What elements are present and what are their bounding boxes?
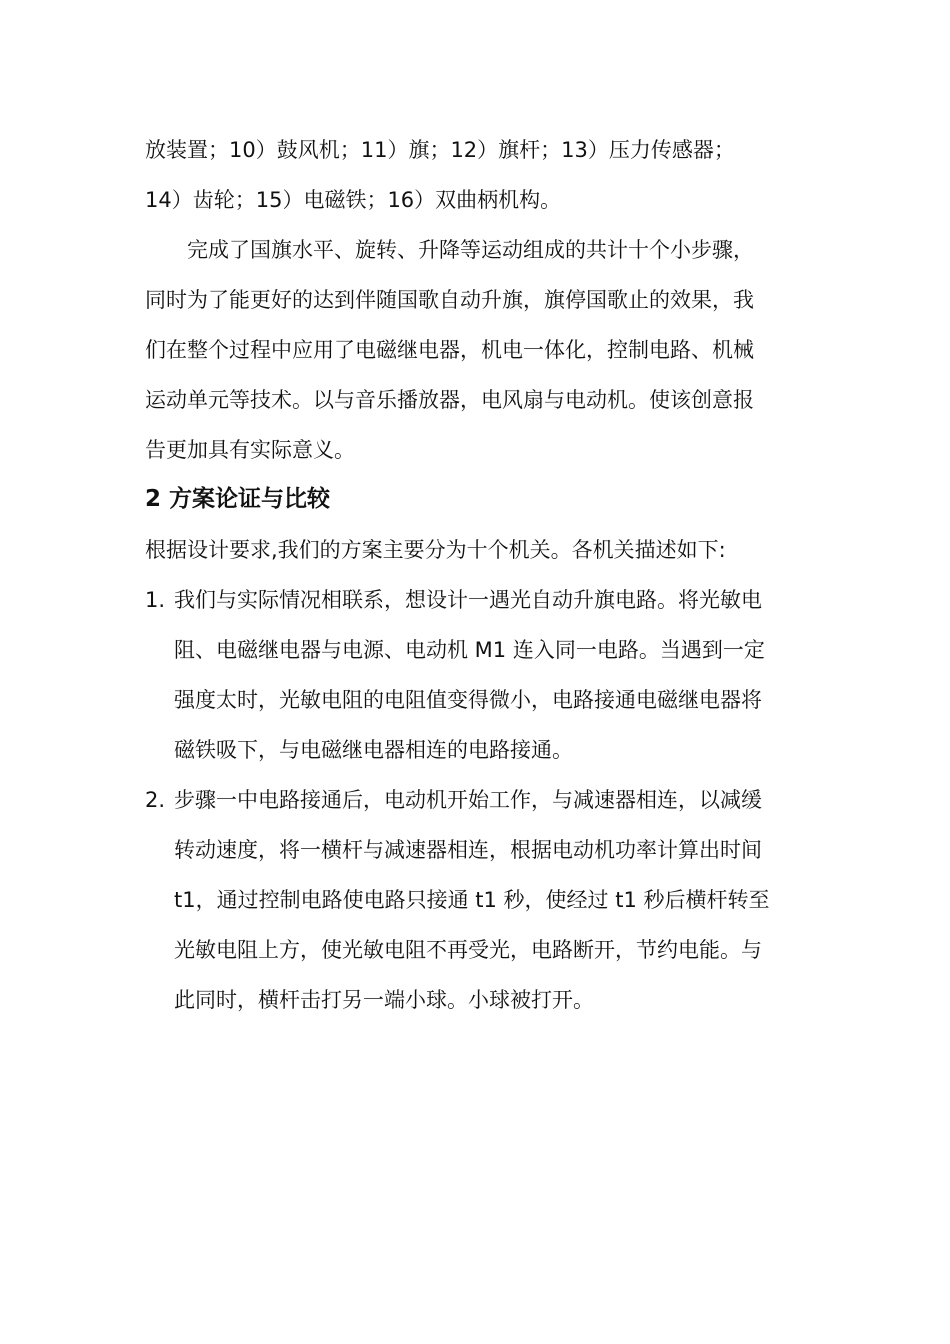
list-item-number: 2. [145,788,166,812]
list-item-2-line-2: 转动速度，将一横杆与减速器相连，根据电动机功率计算出时间 [174,838,762,862]
list-item-2-line-3: t1，通过控制电路使电路只接通 t1 秒，使经过 t1 秒后横杆转至 [174,888,770,912]
list-item-text: 我们与实际情况相联系，想设计一遇光自动升旗电路。将光敏电 [174,588,762,612]
intro-line-1: 放装置；10）鼓风机；11）旗；12）旗杆；13）压力传感器； [145,138,735,162]
paragraph-line-1: 完成了国旗水平、旋转、升降等运动组成的共计十个小步骤， [187,238,754,262]
intro-line-2: 14）齿轮；15）电磁铁；16）双曲柄机构。 [145,188,562,212]
list-item-2-line-4: 光敏电阻上方，使光敏电阻不再受光，电路断开，节约电能。与 [174,938,762,962]
paragraph-line-3: 们在整个过程中应用了电磁继电器，机电一体化，控制电路、机械 [145,338,754,362]
list-item-2-line-1 [145,787,762,813]
list-item-2-line-5: 此同时，横杆击打另一端小球。小球被打开。 [174,988,594,1012]
section-intro: 根据设计要求,我们的方案主要分为十个机关。各机关描述如下: [145,538,726,562]
list-item-1-line-2: 阻、电磁继电器与电源、电动机 M1 连入同一电路。当遇到一定 [174,638,765,662]
list-item-1-line-1 [145,587,762,613]
paragraph-line-2: 同时为了能更好的达到伴随国歌自动升旗，旗停国歌止的效果，我 [145,288,754,312]
list-item-1-line-3: 强度太时，光敏电阻的电阻值变得微小，电路接通电磁继电器将 [174,688,762,712]
paragraph-line-4: 运动单元等技术。以与音乐播放器，电风扇与电动机。使该创意报 [145,388,754,412]
section-heading: 2 方案论证与比较 [145,486,331,512]
list-item-number: 1. [145,588,166,612]
paragraph-line-5: 告更加具有实际意义。 [145,438,355,462]
list-item-text: 步骤一中电路接通后，电动机开始工作，与减速器相连，以减缓 [174,788,762,812]
list-item-1-line-4: 磁铁吸下，与电磁继电器相连的电路接通。 [174,738,573,762]
